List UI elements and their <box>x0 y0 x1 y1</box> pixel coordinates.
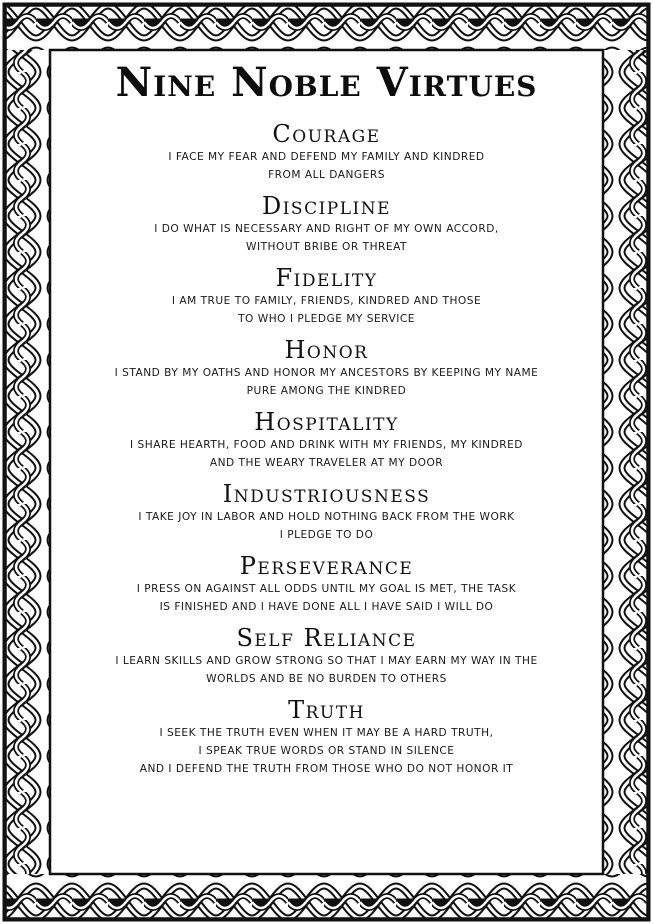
page-title: Nine Noble Virtues <box>115 59 538 106</box>
virtue-heading: Hospitality <box>254 408 399 436</box>
virtues-content <box>60 58 593 878</box>
virtue-heading: Self Reliance <box>236 624 417 652</box>
virtue-self-reliance <box>60 624 593 688</box>
virtue-line: I DO WHAT IS NECESSARY AND RIGHT OF MY OWN ACCORD, <box>154 223 499 235</box>
virtue-heading: Fidelity <box>275 264 378 292</box>
virtue-heading: Honor <box>284 336 369 364</box>
virtue-line: TO WHO I PLEDGE MY SERVICE <box>238 313 415 325</box>
virtue-line: PURE AMONG THE KINDRED <box>246 385 407 397</box>
virtue-courage <box>60 120 593 184</box>
virtue-fidelity <box>60 264 593 328</box>
virtue-perseverance <box>60 552 593 616</box>
virtue-heading: Discipline <box>261 192 392 220</box>
virtue-truth <box>60 696 593 778</box>
virtue-line: WORLDS AND BE NO BURDEN TO OTHERS <box>206 673 447 685</box>
virtue-line: I AM TRUE TO FAMILY, FRIENDS, KINDRED AND THOSE <box>171 295 482 307</box>
virtue-heading: Industriousness <box>222 480 431 508</box>
virtue-line: I SHARE HEARTH, FOOD AND DRINK WITH MY FRIENDS, MY KINDRED <box>130 439 523 451</box>
virtue-honor <box>60 336 593 400</box>
virtue-line: IS FINISHED AND I HAVE DONE ALL I HAVE SAID I WILL DO <box>159 601 494 613</box>
virtue-heading: Perseverance <box>239 552 414 580</box>
virtue-line: I FACE MY FEAR AND DEFEND MY FAMILY AND KINDRED <box>168 151 485 163</box>
virtue-line: I STAND BY MY OATHS AND HONOR MY ANCESTORS BY KEEPING MY NAME <box>114 367 539 379</box>
virtue-line: I TAKE JOY IN LABOR AND HOLD NOTHING BACK FROM THE WORK <box>138 511 515 523</box>
virtue-line: AND I DEFEND THE TRUTH FROM THOSE WHO DO NOT HONOR IT <box>139 763 514 775</box>
virtue-hospitality <box>60 408 593 472</box>
virtue-heading: Truth <box>288 696 365 724</box>
virtue-line: I SPEAK TRUE WORDS OR STAND IN SILENCE <box>198 745 455 757</box>
virtue-line: AND THE WEARY TRAVELER AT MY DOOR <box>209 457 444 469</box>
virtue-heading: Courage <box>272 120 381 148</box>
virtue-line: I PLEDGE TO DO <box>279 529 374 541</box>
virtue-line: I LEARN SKILLS AND GROW STRONG SO THAT I MAY EARN MY WAY IN THE <box>115 655 538 667</box>
virtue-line: FROM ALL DANGERS <box>268 169 385 181</box>
virtue-industriousness <box>60 480 593 544</box>
virtue-discipline <box>60 192 593 256</box>
virtue-line: WITHOUT BRIBE OR THREAT <box>245 241 407 253</box>
virtue-line: I PRESS ON AGAINST ALL ODDS UNTIL MY GOAL IS MET, THE TASK <box>136 583 517 595</box>
virtue-line: I SEEK THE TRUTH EVEN WHEN IT MAY BE A HARD TRUTH, <box>159 727 494 739</box>
